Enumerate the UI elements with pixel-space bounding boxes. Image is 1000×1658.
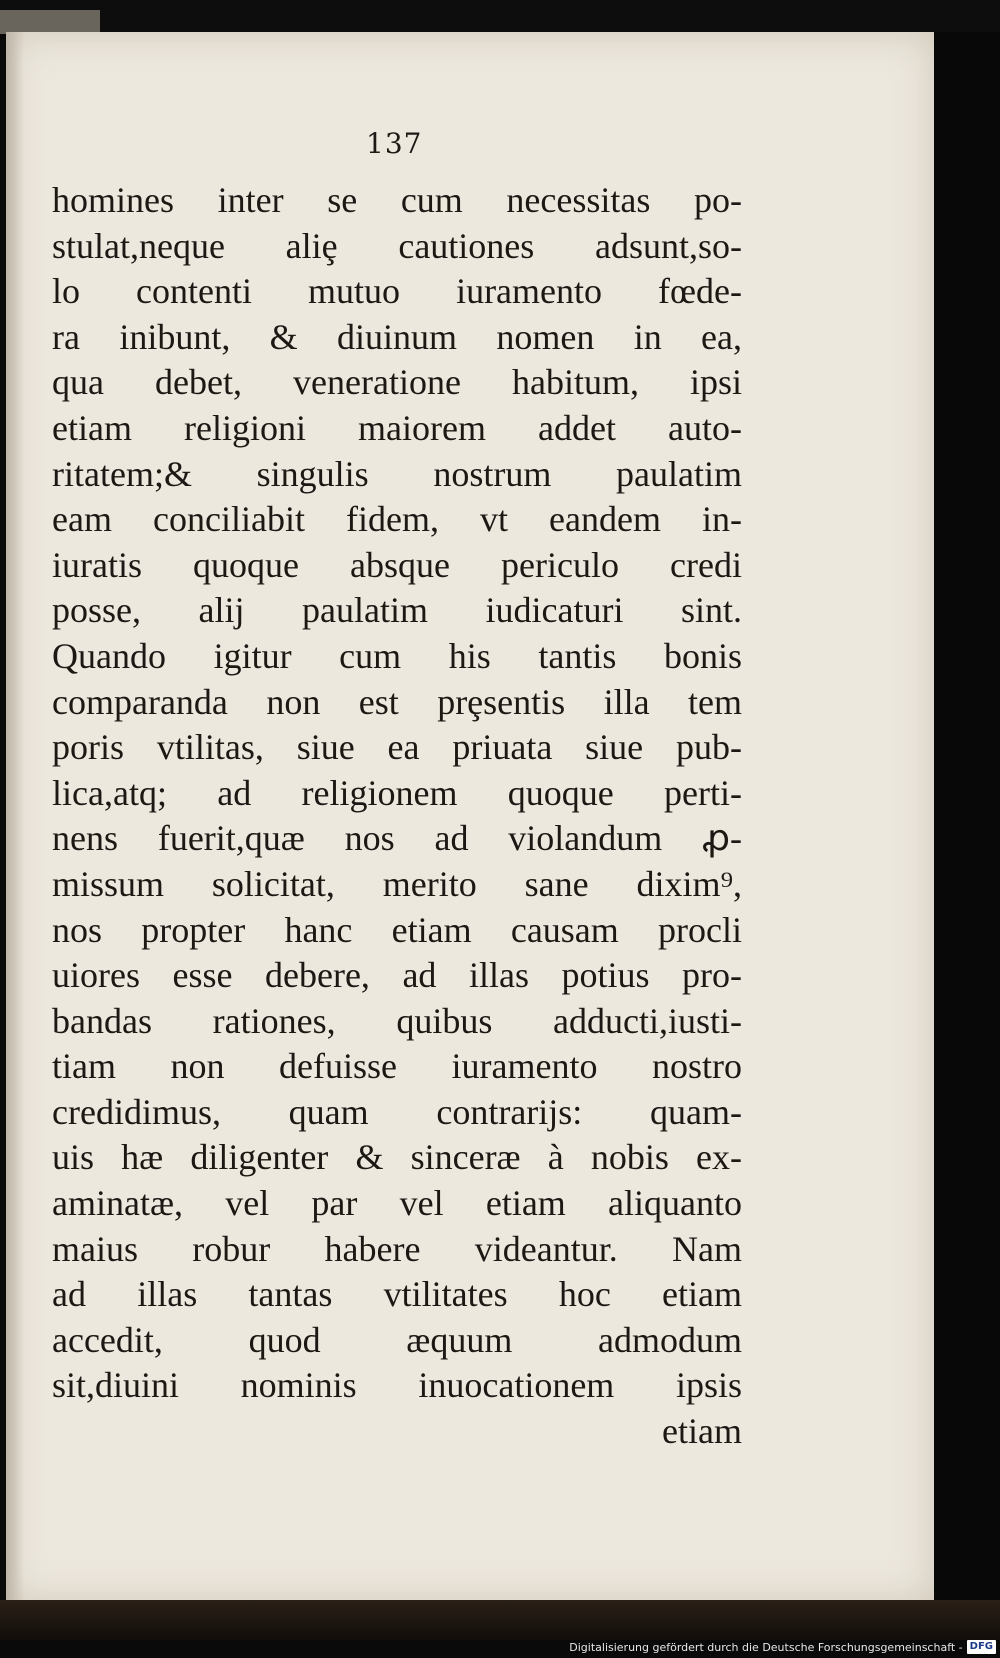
text-line: uis hæ diligenter & sinceræ à nobis ex- bbox=[52, 1137, 742, 1178]
text-line: ad illas tantas vtilitates hoc etiam bbox=[52, 1274, 742, 1315]
text-line: stulat,neque aliȩ cautiones adsunt,so- bbox=[52, 225, 742, 266]
text-line: posse, alij paulatim iudicaturi sint. bbox=[52, 590, 742, 631]
text-line: bandas rationes, quibus adducti,iusti- bbox=[52, 1000, 742, 1041]
text-line: ra inibunt, & diuinum nomen in ea, bbox=[52, 316, 742, 357]
text-line: credidimus, quam contrarijs: quam- bbox=[52, 1091, 742, 1132]
text-line: nos propter hanc etiam causam procli bbox=[52, 909, 742, 950]
text-line: etiam bbox=[662, 1411, 742, 1452]
text-line: poris vtilitas, siue ea priuata siue pub- bbox=[52, 727, 742, 768]
credit-text: Digitalisierung gefördert durch die Deutsche Forschungsgemeinschaft - bbox=[569, 1640, 963, 1654]
text-line: Quando igitur cum his tantis bonis bbox=[52, 635, 742, 676]
dfg-logo: DFG bbox=[967, 1640, 996, 1654]
text-line: etiam religioni maiorem addet auto- bbox=[52, 407, 742, 448]
text-line: comparanda non est prȩsentis illa tem bbox=[52, 681, 742, 722]
book-page bbox=[6, 32, 934, 1602]
text-line: eam conciliabit fidem, vt eandem in- bbox=[52, 499, 742, 540]
text-line: ritatem;& singulis nostrum paulatim bbox=[52, 453, 742, 494]
text-line: sit,diuini nominis inuocationem ipsis bbox=[52, 1365, 742, 1406]
text-line: homines inter se cum necessitas po- bbox=[52, 180, 742, 220]
digitization-credit bbox=[569, 1638, 996, 1656]
scan-top-border bbox=[0, 0, 1000, 32]
text-line: tiam non defuisse iuramento nostro bbox=[52, 1046, 742, 1087]
text-line: uiores esse debere, ad illas potius pro- bbox=[52, 955, 742, 996]
text-line: lica,atq; ad religionem quoque perti- bbox=[52, 772, 742, 813]
page-number: 137 bbox=[366, 127, 423, 160]
text-line: missum solicitat, merito sane dixim⁹, bbox=[52, 863, 742, 904]
scan-bottom-border bbox=[0, 1600, 1000, 1640]
text-line: aminatæ, vel par vel etiam aliquanto bbox=[52, 1183, 742, 1224]
body-text bbox=[52, 178, 742, 1455]
text-line: iuratis quoque absque periculo credi bbox=[52, 544, 742, 585]
text-line: qua debet, veneratione habitum, ipsi bbox=[52, 362, 742, 403]
text-line: accedit, quod æquum admodum bbox=[52, 1319, 742, 1360]
scan-right-border bbox=[934, 32, 1000, 1602]
text-line: lo contenti mutuo iuramento fœde- bbox=[52, 271, 742, 312]
text-line: maius robur habere videantur. Nam bbox=[52, 1228, 742, 1269]
text-line: nens fuerit,quæ nos ad violandum ꝓ- bbox=[52, 818, 742, 859]
scan-top-tab bbox=[0, 10, 100, 34]
